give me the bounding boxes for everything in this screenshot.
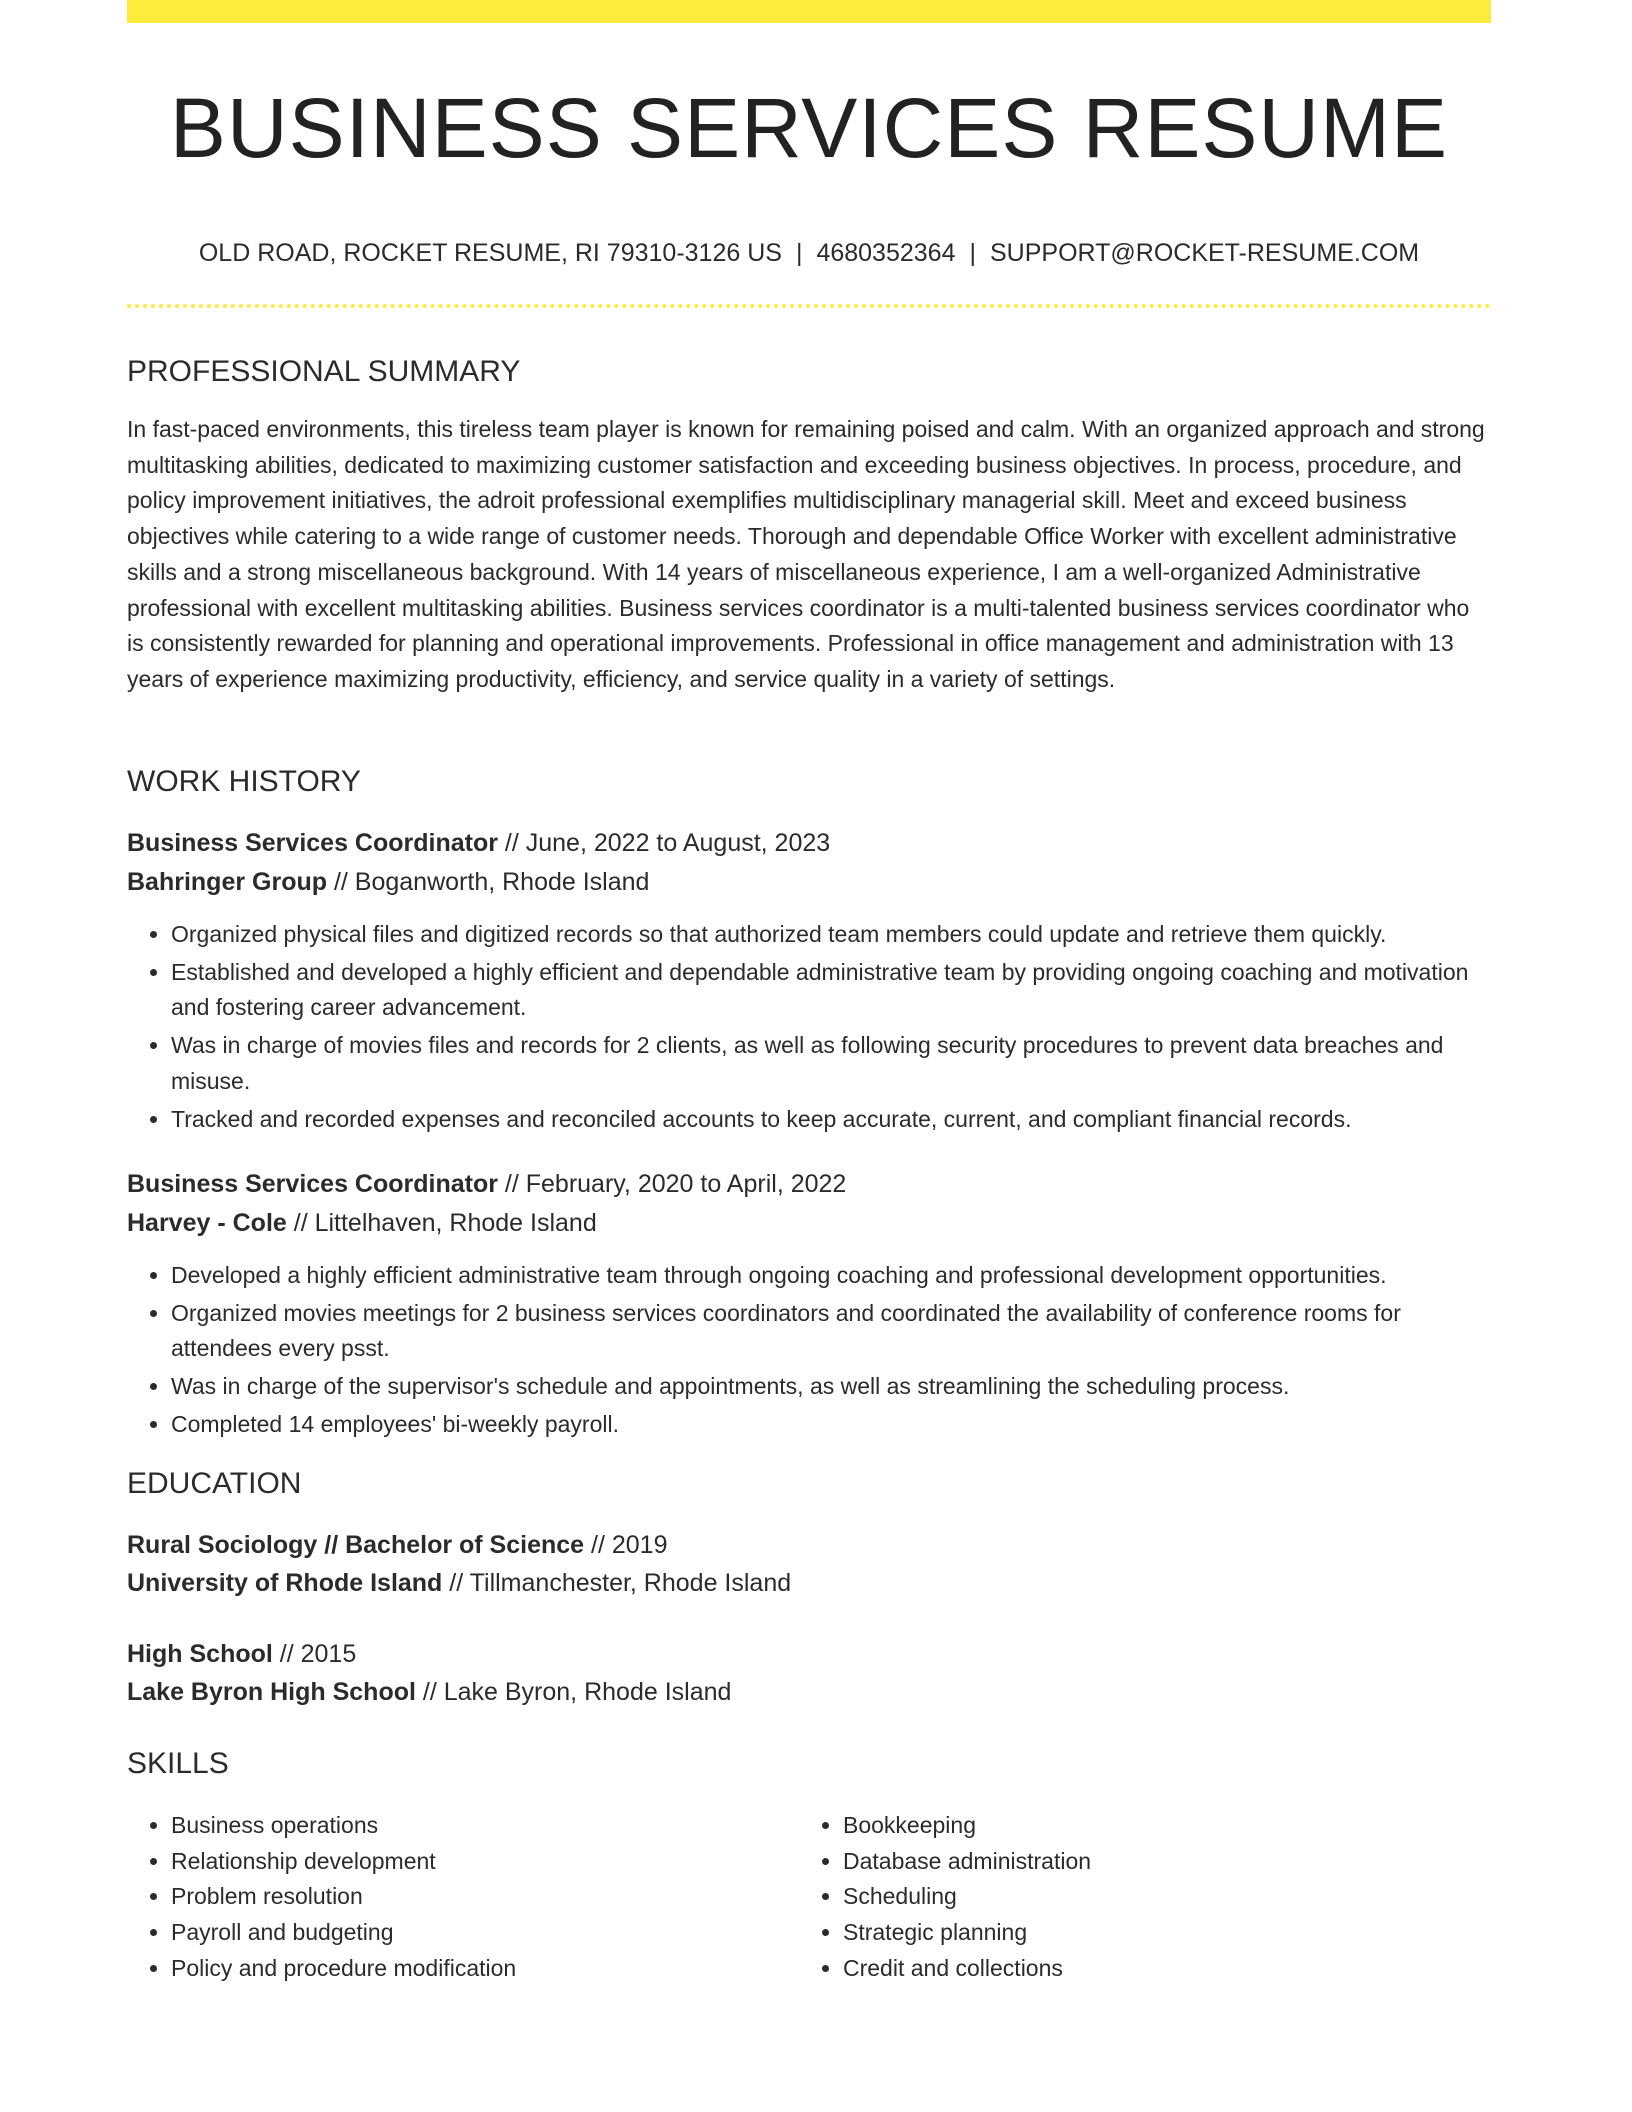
job-company: Bahringer Group xyxy=(127,868,328,896)
job-bullet: • Tracked and recorded expenses and reconciled accounts to keep accurate, current, and compliant financial records. xyxy=(171,1102,1491,1138)
education-school-line xyxy=(127,1675,731,1709)
job-bullet: • Organized physical files and digitized records so that authorized team members could update and retrieve them quickly. xyxy=(171,917,1491,953)
job-location: // Boganworth, Rhode Island xyxy=(327,868,650,896)
education-degree: Rural Sociology // Bachelor of Science xyxy=(127,1531,585,1559)
job-title: Business Services Coordinator xyxy=(127,829,498,857)
job-title: Business Services Coordinator xyxy=(127,1170,498,1198)
summary-text: In fast-paced environments, this tireless team player is known for remaining poised and calm. With an organized approach and strong multitasking abilities, dedicated to maximizing customer satisfaction and exceeding business objectives. In process, procedure, and policy improvement initiatives, the adroit professional exemplifies multidisciplinary managerial skill. Meet and exceed business objectives while catering to a wide range of customer needs. Thorough and dependable Office Worker with excellent administrative skills and a strong miscellaneous background. With 14 years of miscellaneous experience, I am a well-organized Administrative professional with excellent multitasking abilities. Business services coordinator is a multi-talented business services coordinator who is consistently rewarded for planning and operational improvements. Professional in office management and administration with 13 years of experience maximizing productivity, efficiency, and service quality in a variety of settings. xyxy=(127,416,1485,692)
dotted-divider xyxy=(127,304,1491,308)
contact-line xyxy=(127,236,1491,270)
job-bullet: • Developed a highly efficient administrative team through ongoing coaching and professional development opportunities. xyxy=(171,1258,1491,1294)
education-degree: High School xyxy=(127,1640,273,1668)
contact-separator: | xyxy=(969,239,976,267)
job-bullets xyxy=(127,917,1491,1139)
summary-heading: PROFESSIONAL SUMMARY xyxy=(127,355,521,388)
accent-top-bar xyxy=(127,0,1491,23)
education-location: // Tillmanchester, Rhode Island xyxy=(442,1569,792,1597)
education-heading: EDUCATION xyxy=(127,1467,302,1500)
job-company-line xyxy=(127,865,649,899)
job-company-line xyxy=(127,1206,597,1240)
job-location: // Littelhaven, Rhode Island xyxy=(286,1209,597,1237)
job-bullets xyxy=(127,1258,1491,1445)
contact-address: OLD ROAD, ROCKET RESUME, RI 79310-3126 US xyxy=(198,239,782,267)
skills-list-left xyxy=(127,1808,801,1987)
skill-item: • Credit and collections xyxy=(843,1951,1473,1987)
job-title-line xyxy=(127,826,830,860)
education-school: Lake Byron High School xyxy=(127,1678,416,1706)
skill-item: • Scheduling xyxy=(843,1879,1473,1915)
education-school-line xyxy=(127,1566,791,1600)
job-dates: // February, 2020 to April, 2022 xyxy=(497,1170,847,1198)
contact-email: SUPPORT@ROCKET-RESUME.COM xyxy=(989,239,1420,267)
job-dates: // June, 2022 to August, 2023 xyxy=(497,829,831,857)
skill-item: • Business operations xyxy=(171,1808,801,1844)
job-bullet: • Established and developed a highly efficient and dependable administrative team by providing ongoing coaching and motivation and fostering career advancement. xyxy=(171,955,1491,1026)
skill-item: • Policy and procedure modification xyxy=(171,1951,801,1987)
contact-phone: 4680352364 xyxy=(816,239,956,267)
skill-item: • Payroll and budgeting xyxy=(171,1915,801,1951)
job-company: Harvey - Cole xyxy=(127,1209,287,1237)
job-bullet: • Was in charge of movies files and records for 2 clients, as well as following security procedures to prevent data breaches and misuse. xyxy=(171,1028,1491,1099)
job-bullet: • Completed 14 employees' bi-weekly payroll. xyxy=(171,1407,1491,1443)
resume-title: BUSINESS SERVICES RESUME xyxy=(169,81,1449,175)
job-bullet: • Organized movies meetings for 2 business services coordinators and coordinated the availability of conference rooms for attendees every psst. xyxy=(171,1296,1491,1367)
education-degree-line xyxy=(127,1528,667,1562)
job-title-line xyxy=(127,1167,846,1201)
education-year: // 2019 xyxy=(584,1531,668,1559)
education-school: University of Rhode Island xyxy=(127,1569,443,1597)
skill-item: • Relationship development xyxy=(171,1844,801,1880)
contact-separator: | xyxy=(795,239,803,267)
skills-list-right xyxy=(799,1808,1473,1987)
education-year: // 2015 xyxy=(272,1640,357,1668)
skill-item: • Database administration xyxy=(843,1844,1473,1880)
work-history-heading: WORK HISTORY xyxy=(127,765,361,798)
job-bullet: • Was in charge of the supervisor's schedule and appointments, as well as streamlining the scheduling process. xyxy=(171,1369,1491,1405)
skills-heading: SKILLS xyxy=(127,1747,229,1780)
education-location: // Lake Byron, Rhode Island xyxy=(415,1678,732,1706)
skill-item: • Bookkeeping xyxy=(843,1808,1473,1844)
skill-item: • Problem resolution xyxy=(171,1879,801,1915)
education-degree-line xyxy=(127,1637,356,1671)
skill-item: • Strategic planning xyxy=(843,1915,1473,1951)
